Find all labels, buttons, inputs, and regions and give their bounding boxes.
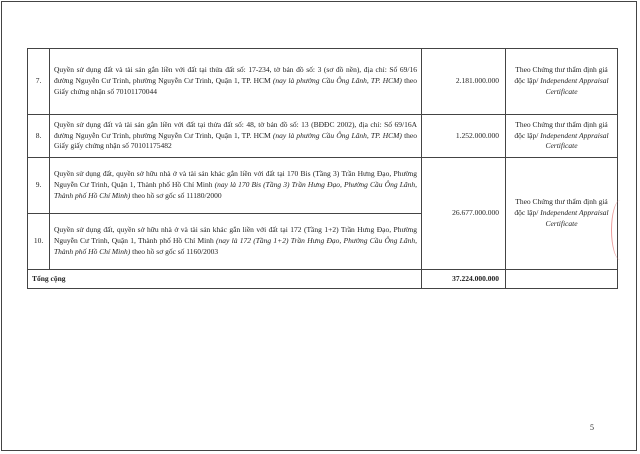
asset-description	[50, 49, 422, 115]
description-text: theo Giấy giấy chứng nhận số 70101175482	[54, 130, 417, 151]
asset-table	[27, 48, 618, 289]
description-text: theo hồ sơ gốc số 1160/2003	[130, 246, 219, 256]
description-italic-text: (nay là 172 (Tầng 1+2) Trần Hưng Đạo, Phường Cầu Ông Lãnh, Thành phố Hồ Chí Minh)	[54, 236, 417, 256]
row-number: 9.	[28, 158, 50, 214]
description-text: Quyền sử dụng đất và tài sản gắn liền với đất tại thửa đất số: 17-234, tờ bản đồ số: 3 (sơ đồ nền), địa chỉ: Số 69/16 đường Nguyễn Cư Trinh, phường Nguyễn Cư Trinh, Quận 1, TP. HCM	[54, 65, 417, 86]
note-text-english: Independent Appraisal Certificate	[540, 76, 609, 96]
description-italic-text: (nay là 170 Bis (Tầng 3) Trần Hưng Đạo, Phường Cầu Ông Lãnh, Thành phố Hồ Chí Minh)	[54, 180, 417, 200]
row-number: 10.	[28, 214, 50, 270]
description-text: theo Giấy chứng nhận số 70101170044	[54, 76, 417, 96]
total-row	[28, 270, 618, 289]
row-number: 8.	[28, 115, 50, 158]
asset-description	[50, 115, 422, 158]
asset-description	[50, 158, 422, 214]
note-text: Theo Chứng thư thẩm định giá độc lập/	[514, 119, 608, 140]
valuation-note	[506, 158, 618, 270]
note-text: Theo Chứng thư thẩm định giá độc lập/	[514, 197, 608, 218]
note-text: Theo Chứng thư thẩm định giá độc lập/	[514, 65, 608, 86]
asset-description	[50, 214, 422, 270]
description-italic-text: (nay là phường Cầu Ông Lãnh, TP. HCM)	[272, 130, 402, 140]
total-note-cell	[506, 270, 618, 289]
table-row	[28, 49, 618, 115]
row-number: 7.	[28, 49, 50, 115]
asset-value: 1.252.000.000	[422, 115, 506, 158]
valuation-note	[506, 115, 618, 158]
description-italic-text: (nay là phường Cầu Ông Lãnh, TP. HCM)	[272, 76, 402, 86]
table-row	[28, 115, 618, 158]
note-text-english: Independent Appraisal Certificate	[540, 130, 609, 151]
note-text-english: Independent Appraisal Certificate	[540, 208, 609, 228]
total-value: 37.224.000.000	[422, 270, 506, 289]
description-text: Quyền sử dụng đất và tài sản gắn liền với đất tại thửa đất số: 48, tờ bản đồ số: 13 (BĐĐC 2002), địa chỉ: Số 69/16A đường Nguyễn Cư Trinh, phường Nguyễn Cư Trinh, Quận 1, TP. HCM	[54, 119, 417, 140]
description-text: Quyền sử dụng đất, quyền sở hữu nhà ở và tài sản khác gắn liền với đất tại 170 Bis (Tầng 3) Trần Hưng Đạo, Phường Nguyễn Cư Trinh, Quận 1, Thành phố Hồ Chí Minh	[54, 169, 417, 190]
red-seal-mark	[611, 200, 630, 260]
table-row	[28, 158, 618, 214]
valuation-note	[506, 49, 618, 115]
asset-value: 2.181.000.000	[422, 49, 506, 115]
asset-value: 26.677.000.000	[422, 158, 506, 270]
page-number: 5	[590, 423, 594, 432]
total-label: Tổng cộng	[28, 270, 422, 289]
description-text: theo hồ sơ gốc số 11180/2000	[130, 190, 222, 200]
description-text: Quyền sử dụng đất, quyền sở hữu nhà ở và tài sản khác gắn liền với đất tại 172 (Tầng 1+2) Trần Hưng Đạo, Phường Nguyễn Cư Trinh, Quận 1, Thành phố Hồ Chí Minh	[54, 225, 417, 246]
